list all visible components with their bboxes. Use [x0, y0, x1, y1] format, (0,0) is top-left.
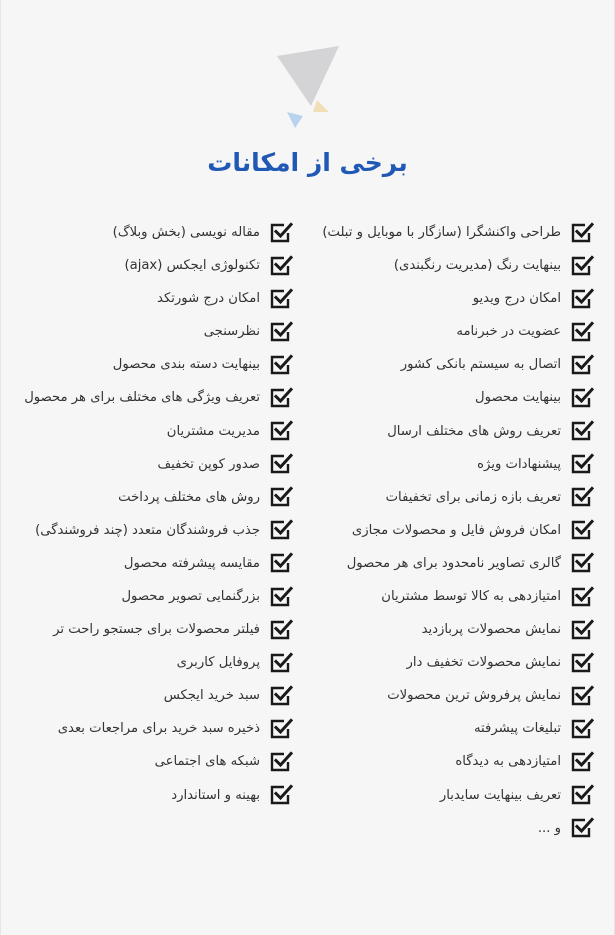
checkbox-checked-icon: [269, 453, 293, 475]
checkbox-checked-icon: [570, 718, 594, 740]
feature-item: [294, 812, 594, 845]
feature-label: روش های مختلف پرداخت: [118, 489, 260, 505]
feature-label: ذخیره سبد خرید برای مراجعات بعدی: [57, 721, 260, 737]
checkbox-checked-icon: [269, 354, 293, 376]
feature-label: سبد خرید ایجکس: [163, 688, 260, 704]
feature-item: [294, 249, 594, 282]
feature-item: [0, 746, 293, 779]
feature-item: [0, 415, 293, 448]
checkbox-checked-icon: [570, 784, 594, 806]
feature-item: [294, 580, 594, 613]
feature-label: نمایش محصولات پربازدید: [421, 622, 561, 638]
feature-label: مقاله نویسی (بخش وبلاگ): [112, 224, 260, 240]
feature-item: [0, 712, 293, 745]
checkbox-checked-icon: [269, 784, 293, 806]
features-list-left: [0, 216, 293, 812]
feature-label: فیلتر محصولات برای جستجو راحت تر: [53, 622, 260, 638]
checkbox-checked-icon: [269, 751, 293, 773]
feature-label: صدور کوپن تخفیف: [157, 456, 260, 472]
section-title: برخی از امکانات: [207, 148, 408, 177]
checkbox-checked-icon: [269, 718, 293, 740]
feature-label: تبلیغات پیشرفته: [473, 721, 561, 737]
features-list-right: [294, 216, 594, 845]
feature-item: [294, 315, 594, 348]
feature-item: [0, 514, 293, 547]
checkbox-checked-icon: [570, 619, 594, 641]
checkbox-checked-icon: [269, 519, 293, 541]
checkbox-checked-icon: [269, 685, 293, 707]
checkbox-checked-icon: [570, 685, 594, 707]
checkbox-checked-icon: [269, 486, 293, 508]
checkbox-checked-icon: [570, 586, 594, 608]
feature-label: امکان درج ویدیو: [472, 291, 561, 307]
feature-label: و ...: [537, 820, 561, 836]
feature-item: [294, 613, 594, 646]
feature-label: طراحی واکنشگرا (سازگار با موبایل و تبلت): [322, 224, 561, 240]
feature-item: [294, 216, 594, 249]
feature-item: [294, 547, 594, 580]
checkbox-checked-icon: [269, 652, 293, 674]
feature-item: [0, 282, 293, 315]
feature-item: [294, 746, 594, 779]
feature-label: شبکه های اجتماعی: [154, 754, 260, 770]
checkbox-checked-icon: [570, 321, 594, 343]
feature-label: جذب فروشندگان متعدد (چند فروشندگی): [35, 522, 260, 538]
checkbox-checked-icon: [269, 321, 293, 343]
feature-label: مدیریت مشتریان: [166, 423, 260, 439]
feature-label: امتیازدهی به دیدگاه: [455, 754, 561, 770]
feature-label: تعریف بینهایت سایدبار: [439, 787, 561, 803]
checkbox-checked-icon: [269, 552, 293, 574]
feature-label: نمایش پرفروش ترین محصولات: [387, 688, 561, 704]
checkbox-checked-icon: [269, 619, 293, 641]
feature-label: تکنولوژی ایجکس (ajax): [124, 258, 260, 274]
feature-item: [0, 381, 293, 414]
feature-item: [0, 481, 293, 514]
feature-label: نمایش محصولات تخفیف دار: [406, 655, 561, 671]
feature-item: [0, 216, 293, 249]
feature-label: عضویت در خبرنامه: [456, 324, 561, 340]
feature-label: تعریف ویژگی های مختلف برای هر محصول: [24, 390, 260, 406]
checkbox-checked-icon: [269, 255, 293, 277]
feature-item: [0, 315, 293, 348]
feature-label: بینهایت رنگ (مدیریت رنگبندی): [393, 258, 561, 274]
feature-item: [294, 415, 594, 448]
feature-label: مقایسه پیشرفته محصول: [123, 555, 260, 571]
checkbox-checked-icon: [570, 420, 594, 442]
feature-item: [0, 779, 293, 812]
feature-item: [294, 646, 594, 679]
feature-label: پیشنهادات ویژه: [477, 456, 561, 472]
feature-label: بهینه و استاندارد: [171, 787, 260, 803]
checkbox-checked-icon: [269, 387, 293, 409]
feature-label: امکان فروش فایل و محصولات مجازی: [351, 522, 561, 538]
checkbox-checked-icon: [570, 255, 594, 277]
checkbox-checked-icon: [269, 288, 293, 310]
feature-item: [294, 679, 594, 712]
feature-item: [0, 448, 293, 481]
checkbox-checked-icon: [570, 453, 594, 475]
feature-item: [0, 646, 293, 679]
triangle-logo-icon: [273, 44, 345, 134]
checkbox-checked-icon: [269, 586, 293, 608]
feature-item: [0, 613, 293, 646]
feature-label: امکان درج شورتکد: [157, 291, 260, 307]
checkbox-checked-icon: [570, 288, 594, 310]
feature-item: [0, 580, 293, 613]
feature-item: [294, 514, 594, 547]
checkbox-checked-icon: [570, 751, 594, 773]
feature-item: [294, 448, 594, 481]
feature-item: [0, 249, 293, 282]
feature-label: بینهایت دسته بندی محصول: [112, 357, 260, 373]
feature-item: [294, 282, 594, 315]
checkbox-checked-icon: [570, 387, 594, 409]
feature-item: [294, 712, 594, 745]
feature-item: [294, 381, 594, 414]
feature-item: [294, 779, 594, 812]
checkbox-checked-icon: [570, 222, 594, 244]
feature-label: تعریف روش های مختلف ارسال: [387, 423, 561, 439]
checkbox-checked-icon: [570, 486, 594, 508]
feature-label: بزرگنمایی تصویر محصول: [121, 588, 260, 604]
feature-item: [294, 481, 594, 514]
checkbox-checked-icon: [570, 652, 594, 674]
checkbox-checked-icon: [570, 817, 594, 839]
checkbox-checked-icon: [269, 222, 293, 244]
checkbox-checked-icon: [570, 552, 594, 574]
feature-item: [294, 348, 594, 381]
feature-item: [0, 547, 293, 580]
feature-label: امتیازدهی به کالا توسط مشتریان: [381, 588, 561, 604]
feature-label: تعریف بازه زمانی برای تخفیفات: [385, 489, 561, 505]
feature-label: پروفایل کاربری: [176, 655, 260, 671]
feature-label: نظرسنجی: [203, 324, 260, 340]
feature-label: اتصال به سیستم بانکی کشور: [400, 357, 561, 373]
feature-item: [0, 348, 293, 381]
feature-item: [0, 679, 293, 712]
checkbox-checked-icon: [570, 354, 594, 376]
checkbox-checked-icon: [570, 519, 594, 541]
checkbox-checked-icon: [269, 420, 293, 442]
feature-label: بینهایت محصول: [475, 390, 561, 406]
feature-label: گالری تصاویر نامحدود برای هر محصول: [346, 555, 561, 571]
